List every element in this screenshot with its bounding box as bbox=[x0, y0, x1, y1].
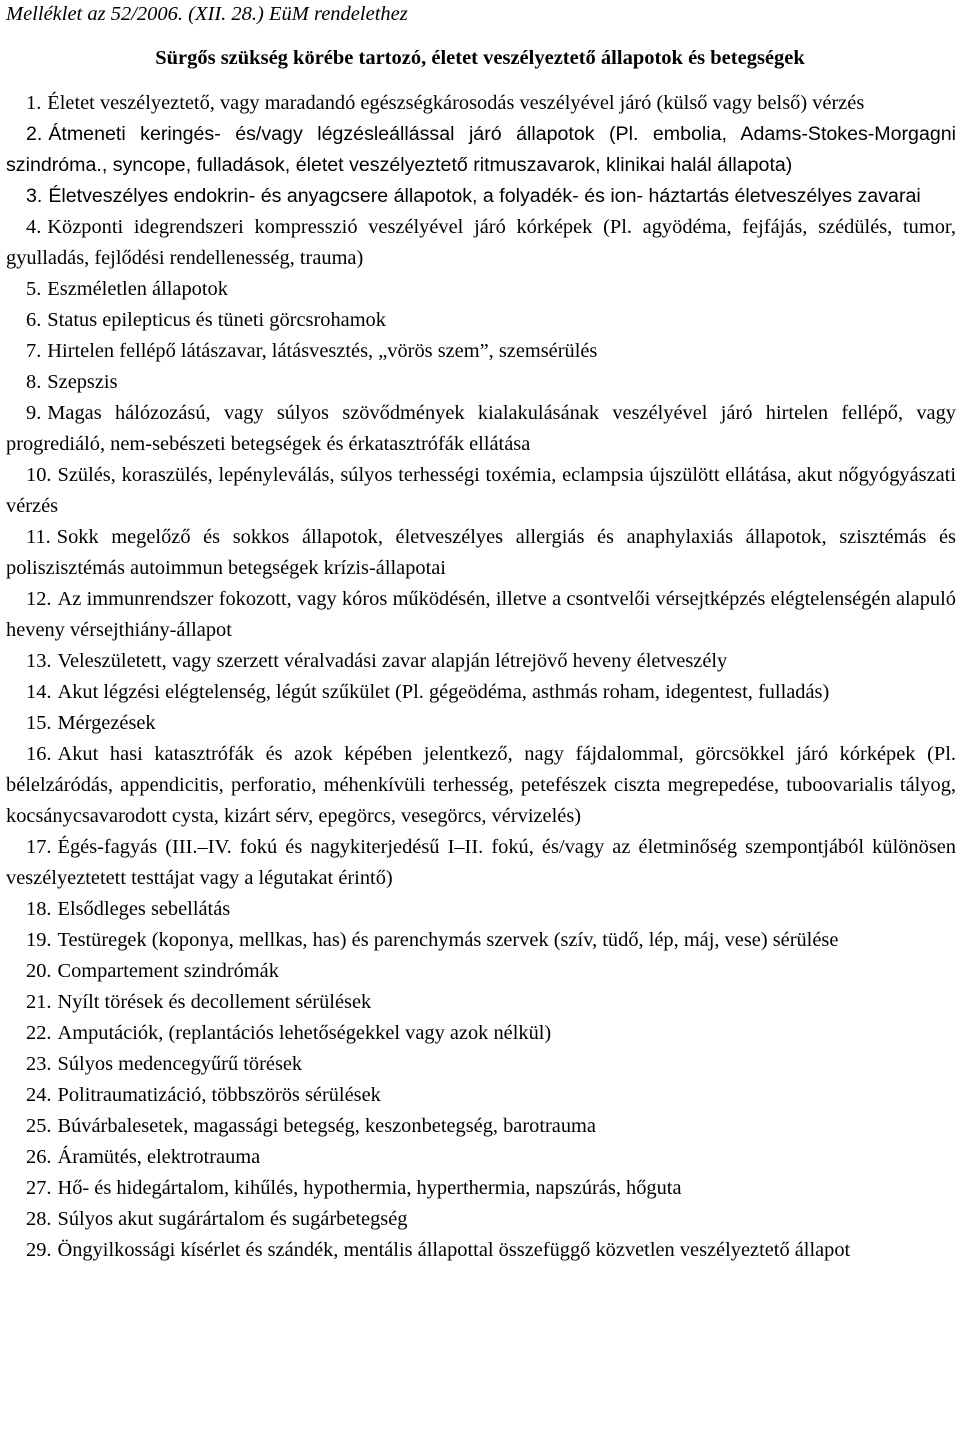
list-item: 28. Súlyos akut sugárártalom és sugárbetegség bbox=[26, 1208, 408, 1230]
list-item: 20. Compartement szindrómák bbox=[26, 960, 279, 982]
list-item: 12. Az immunrendszer fokozott, vagy kóros működésén, illetve a csontvelői vérsejtképzés elégtelenségén alapuló heveny vérsejthiány-állapot bbox=[6, 588, 956, 641]
list-item: 24. Politraumatizáció, többszörös sérülések bbox=[26, 1084, 381, 1106]
list-item: 8. Szepszis bbox=[26, 371, 118, 393]
condition-list bbox=[6, 88, 956, 1266]
list-item: 25. Búvárbalesetek, magassági betegség, keszonbetegség, barotrauma bbox=[26, 1115, 596, 1137]
list-item: 3. Életveszélyes endokrin- és anyagcsere állapotok, a folyadék- és ion- háztartás életveszélyes zavarai bbox=[26, 185, 921, 207]
list-item: 29. Öngyilkossági kísérlet és szándék, mentális állapottal összefüggő közvetlen veszélyeztető állapot bbox=[26, 1239, 851, 1261]
list-item: 23. Súlyos medencegyűrű törések bbox=[26, 1053, 303, 1075]
list-item: 14. Akut légzési elégtelenség, légút szűkület (Pl. gégeödéma, asthmás roham, idegentest, fulladás) bbox=[26, 681, 830, 703]
list-item: 9. Magas hálózozású, vagy súlyos szövődmények kialakulásának veszélyével járó hirtelen fellépő, vagy progrediáló, nem-sebészeti betegségek és érkatasztrófák ellátása bbox=[6, 402, 956, 455]
list-item: 19. Testüregek (koponya, mellkas, has) és parenchymás szervek (szív, tüdő, lép, máj, vese) sérülése bbox=[26, 929, 839, 951]
list-item: 6. Status epilepticus és tüneti görcsrohamok bbox=[26, 309, 386, 331]
document-header: Melléklet az 52/2006. (XII. 28.) EüM rendelethez bbox=[6, 3, 408, 25]
list-item: 10. Szülés, koraszülés, lepényleválás, súlyos terhességi toxémia, eclampsia újszülött ellátása, akut nőgyógyászati vérzés bbox=[6, 464, 956, 517]
list-item: 27. Hő- és hidegártalom, kihűlés, hypothermia, hyperthermia, napszúrás, hőguta bbox=[26, 1177, 682, 1199]
list-item: 17. Égés-fagyás (III.–IV. fokú és nagykiterjedésű I–II. fokú, és/vagy az életminőség szempontjából különösen veszélyeztetett testtájat vagy a légutakat érintő) bbox=[6, 836, 956, 889]
list-item: 22. Amputációk, (replantációs lehetőségekkel vagy azok nélkül) bbox=[26, 1022, 552, 1044]
list-item: 16. Akut hasi katasztrófák és azok képében jelentkező, nagy fájdalommal, görcsökkel járó kórképek (Pl. bélelzáródás, appendicitis, perforatio, méhenkívüli terhesség, petefészek ciszta megrepedése, tuboovarialis tályog, kocsánycsavarodott cysta, kizárt sérv, epegörcs, vesegörcs, vérvizelés) bbox=[6, 743, 956, 827]
list-item: 26. Áramütés, elektrotrauma bbox=[26, 1146, 261, 1168]
list-item: 5. Eszméletlen állapotok bbox=[26, 278, 228, 300]
list-item: 1. Életet veszélyeztető, vagy maradandó egészségkárosodás veszélyével járó (külső vagy belső) vérzés bbox=[26, 92, 865, 114]
list-item: 11. Sokk megelőző és sokkos állapotok, életveszélyes allergiás és anaphylaxiás állapotok, szisztémás és poliszisztémás autoimmun betegségek krízis-állapotai bbox=[6, 526, 956, 579]
list-item: 21. Nyílt törések és decollement sérülések bbox=[26, 991, 372, 1013]
list-item: 15. Mérgezések bbox=[26, 712, 156, 734]
list-item: 18. Elsődleges sebellátás bbox=[26, 898, 231, 920]
list-item: 7. Hirtelen fellépő látászavar, látásvesztés, „vörös szem”, szemsérülés bbox=[26, 340, 598, 362]
list-item: 4. Központi idegrendszeri kompresszió veszélyével járó kórképek (Pl. agyödéma, fejfájás, szédülés, tumor, gyulladás, fejlődési rendellenesség, trauma) bbox=[6, 216, 956, 269]
list-item: 13. Veleszületett, vagy szerzett véralvadási zavar alapján létrejövő heveny életveszély bbox=[26, 650, 728, 672]
list-item: 2. Átmeneti keringés- és/vagy légzésleállással járó állapotok (Pl. embolia, Adams-Stokes-Morgagni szindróma., syncope, fulladások, életet veszélyeztető ritmuszavarok, klinikai halál állapota) bbox=[6, 123, 956, 176]
document-title: Sürgős szükség körébe tartozó, életet veszélyeztető állapotok és betegségek bbox=[155, 47, 805, 69]
